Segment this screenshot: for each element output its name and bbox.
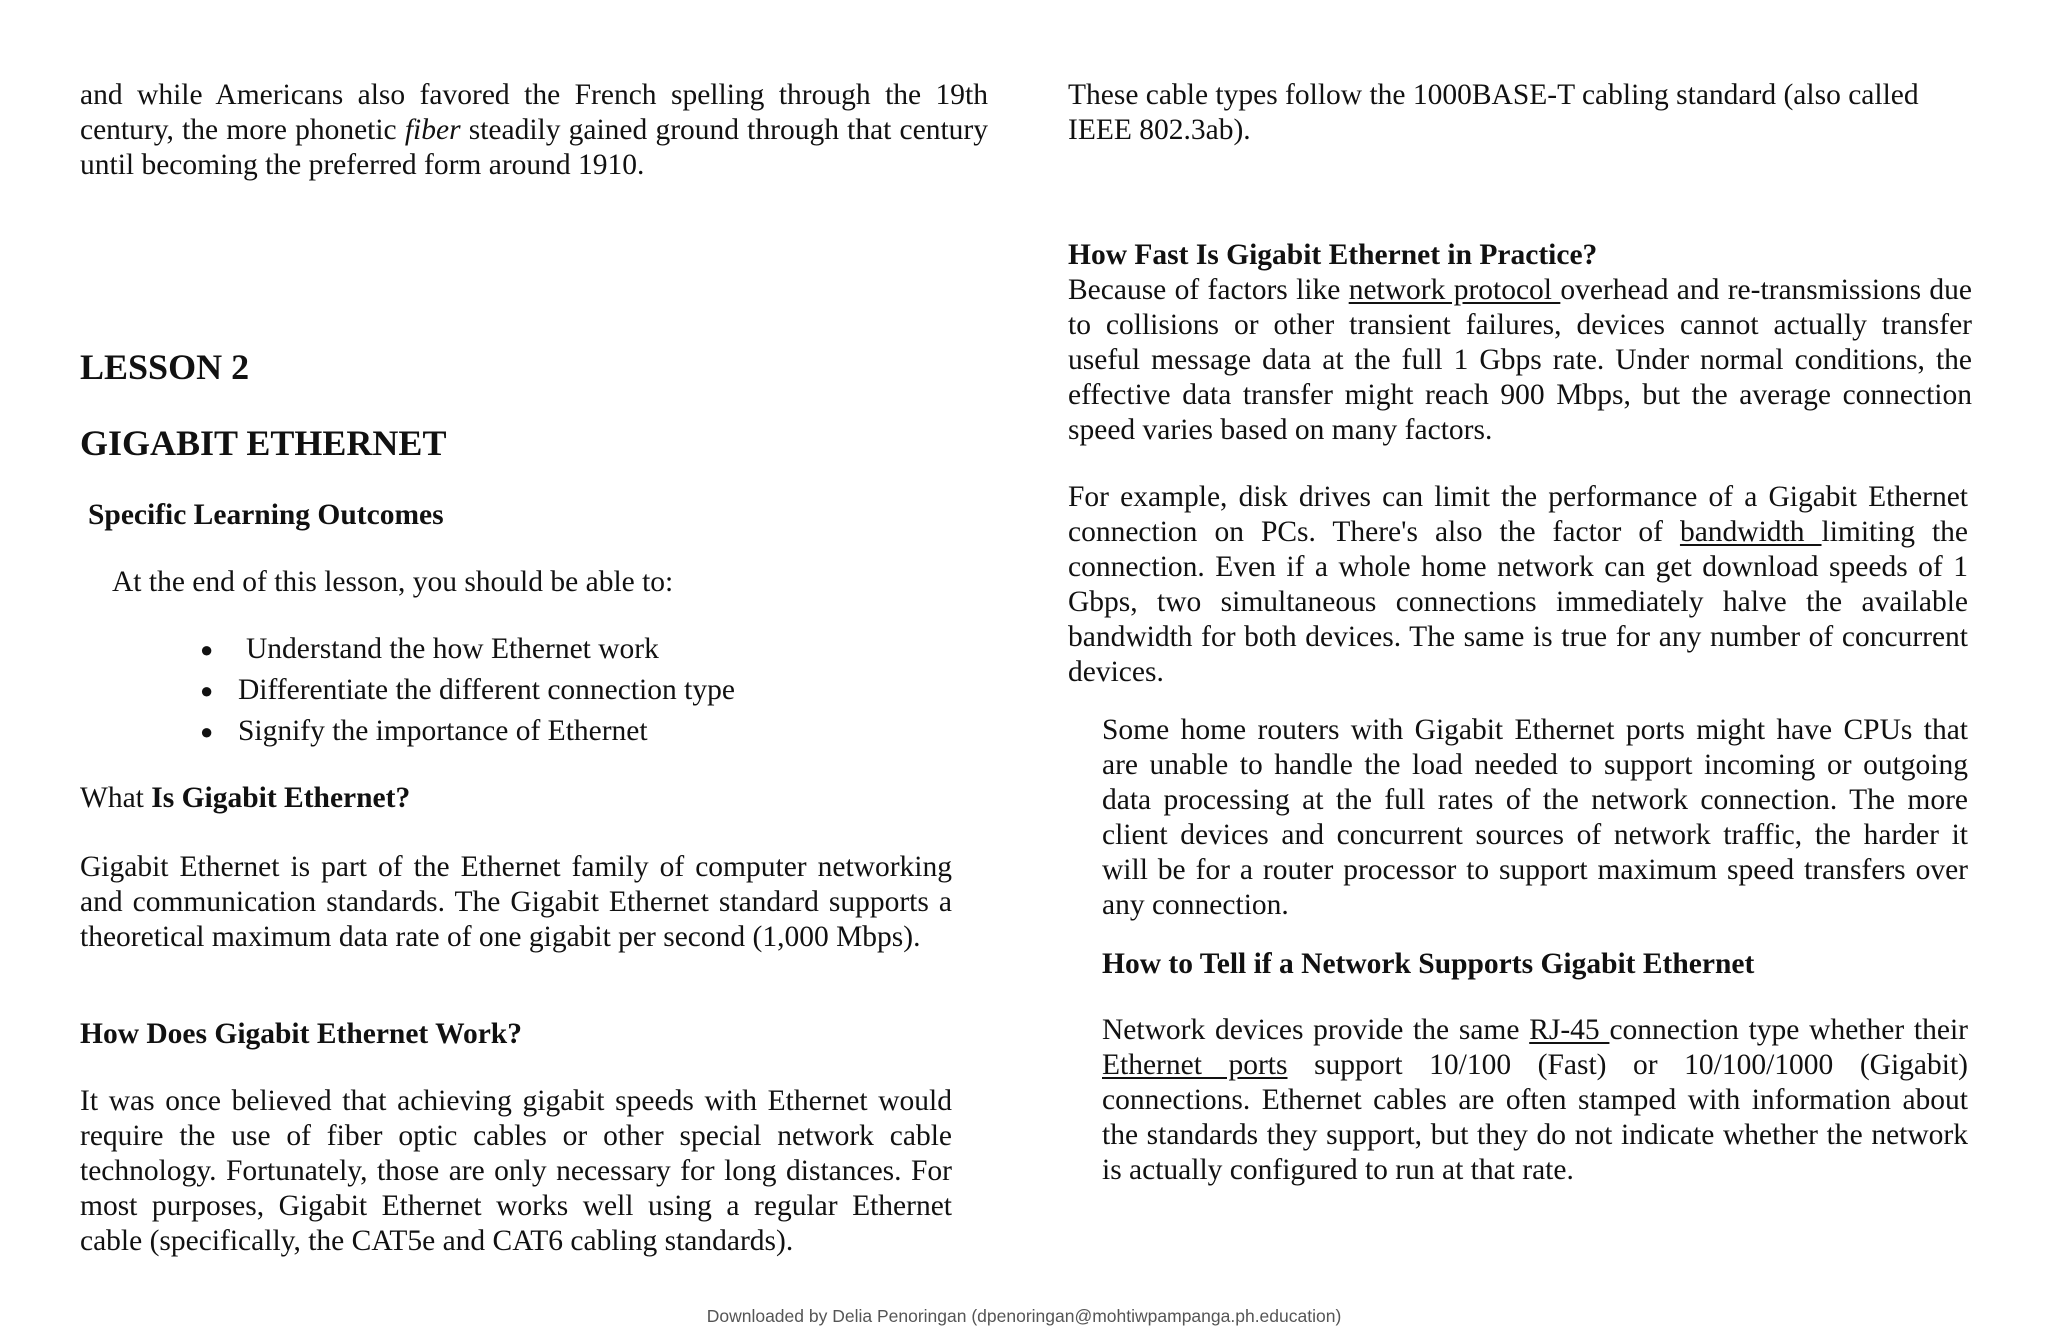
intro-text-2: steadily gained ground through that century until becoming the preferred form around 1910. xyxy=(80,114,988,181)
how-fast-heading: How Fast Is Gigabit Ethernet in Practice? xyxy=(1068,239,1598,271)
lesson-title: GIGABIT ETHERNET xyxy=(80,423,447,463)
example-text-1: For example, disk drives can limit the performance of a Gigabit Ethernet connection on PCs. There's also the factor of xyxy=(1068,481,1968,548)
how-fast-paragraph xyxy=(1068,273,1972,448)
routers-paragraph: Some home routers with Gigabit Ethernet ports might have CPUs that are unable to handle the load needed to support incoming or outgoing data processing at the full rates of the network connection. The more client devices and concurrent sources of network traffic, the harder it will be for a router processor to support maximum speed transfers over any connection. xyxy=(1102,714,1968,921)
what-is-heading xyxy=(80,781,410,816)
bullet-icon: ● xyxy=(200,678,214,703)
what-is-bold: Is Gigabit Ethernet? xyxy=(151,782,411,814)
intro-text-1: and while Americans also favored the French spelling through the 19th century, the more phonetic xyxy=(80,79,988,146)
list-item xyxy=(200,714,900,755)
how-tell-paragraph xyxy=(1102,1013,1968,1188)
cable-types-paragraph: These cable types follow the 1000BASE-T cabling standard (also called IEEE 802.3ab). xyxy=(1068,79,1919,146)
intro-italic-word: fiber xyxy=(404,114,461,146)
how-tell-text-3: support 10/100 (Fast) or 10/100/1000 (Gigabit) connections. Ethernet cables are often stamped with information about the standards they support, but they do not indicate whether the network is actually configured to run at that rate. xyxy=(1102,1049,1968,1186)
outcome-text: Understand the how Ethernet work xyxy=(246,633,659,665)
rj45-link[interactable]: RJ-45 xyxy=(1529,1014,1610,1046)
lesson-number: LESSON 2 xyxy=(80,347,250,387)
list-item xyxy=(200,632,900,673)
how-fast-text-1: Because of factors like xyxy=(1068,274,1349,306)
outcome-text: Signify the importance of Ethernet xyxy=(238,715,648,747)
how-work-heading: How Does Gigabit Ethernet Work? xyxy=(80,1018,522,1050)
outcome-text: Differentiate the different connection type xyxy=(238,674,735,706)
download-footer: Downloaded by Delia Penoringan (dpenoringan@mohtiwpampanga.ph.education) xyxy=(706,1306,1342,1326)
network-protocol-link[interactable]: network protocol xyxy=(1348,274,1561,306)
how-fast-text-2: overhead and re-transmissions due to collisions or other transient failures, devices cannot actually transfer useful message data at the full 1 Gbps rate. Under normal conditions, the effective data transfer might reach 900 Mbps, but the average connection speed varies based on many factors. xyxy=(1068,274,1972,446)
bullet-icon: ● xyxy=(200,719,214,744)
list-item xyxy=(200,673,900,714)
how-tell-text-1: Network devices provide the same xyxy=(1102,1014,1530,1046)
bandwidth-link[interactable]: bandwidth xyxy=(1679,516,1822,548)
example-text-2: limiting the connection. Even if a whole home network can get download speeds of 1 Gbps, two simultaneous connections immediately halve the available bandwidth for both devices. The same is true for any number of concurrent devices. xyxy=(1068,516,1968,688)
ethernet-ports-link[interactable]: Ethernet ports xyxy=(1102,1049,1288,1081)
how-tell-heading: How to Tell if a Network Supports Gigabit Ethernet xyxy=(1102,948,1755,980)
outcomes-intro: At the end of this lesson, you should be able to: xyxy=(112,566,674,598)
bullet-icon: ● xyxy=(200,637,214,662)
example-paragraph xyxy=(1068,480,1968,690)
what-is-paragraph: Gigabit Ethernet is part of the Ethernet family of computer networking and communication standards. The Gigabit Ethernet standard supports a theoretical maximum data rate of one gigabit per second (1,000 Mbps). xyxy=(80,851,952,953)
how-tell-text-2: connection type whether their xyxy=(1609,1014,1968,1046)
what-is-prefix: What xyxy=(80,782,152,814)
intro-paragraph xyxy=(80,78,988,183)
outcomes-list xyxy=(200,632,900,755)
outcomes-heading: Specific Learning Outcomes xyxy=(88,499,444,531)
how-work-paragraph: It was once believed that achieving gigabit speeds with Ethernet would require the use of fiber optic cables or other special network cable technology. Fortunately, those are only necessary for long distances. For most purposes, Gigabit Ethernet works well using a regular Ethernet cable (specifically, the CAT5e and CAT6 cabling standards). xyxy=(80,1085,952,1257)
